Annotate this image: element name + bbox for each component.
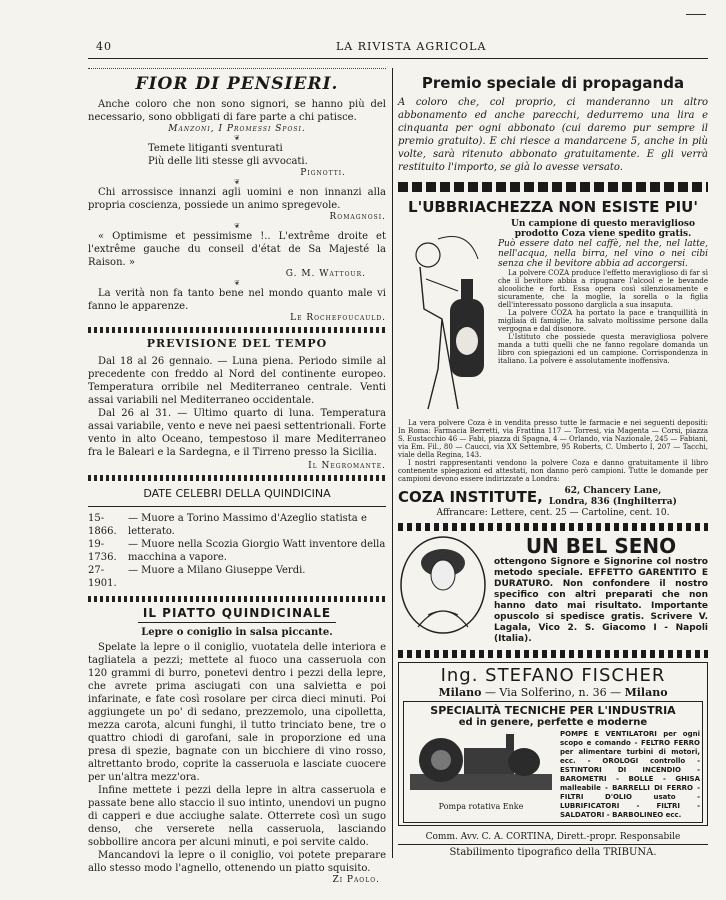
fior-quote-5: La verità non fa tanto bene nel mondo quanto male vi fanno le apparenze. [88,288,386,312]
fischer-title: Ing. STEFANO FISCHER [440,665,666,686]
fischer-spec-1: SPECIALITÀ TECNICHE PER L'INDUSTRIA [430,704,676,717]
piatto-p3: Mancandovi la lepre o il coniglio, voi potete preparare allo stesso modo l'agnello, ottenendo un piatto squisito. [88,850,386,874]
seno-title: UN BEL SENO [525,534,677,558]
coza-p4: La vera polvere Coza è in vendita presso tutte le farmacie e nei seguenti depositi: In Roma: Farmacia Berretti, via Frattina 117 — Torresi, via Magenta — Corsi, piazza S. Eustacchio 46 — Fabi, piazza di Spagna, 4 — Orlando, via Nazionale, 245 — Fabiani, via Em. Fil., 80 — Caucci, via XX Settembre, 95 Roberts, C. Umberto I, 207 — Tacchi, viale della Regina, 143. [398,419,708,459]
responsible-line: Comm. Avv. C. A. CORTINA, Dirett.-propr. Responsabile [398,832,708,845]
dotted-rule [88,68,386,72]
seno-ad [398,535,708,645]
event-text: — Muore a Milano Giuseppe Verdi. [128,565,306,576]
piatto-underline [138,622,336,623]
fior-quote-2a: Temete litiganti sventurati [148,143,283,154]
rotary-pump-illustration [406,730,556,802]
piatto-signature: Zi Paolo. [332,875,380,885]
coza-body [398,219,708,419]
date-title: DATE CELEBRI DELLA QUINDICINA [143,487,331,500]
fior-title: FIOR DI PENSIERI. [135,74,339,94]
ornament: ❦ [234,134,240,142]
coza-italic: Può essere dato nel caffè, nel the, nel latte, nell'acqua, nella birra, nel vino o nei cibi senza che il bevitore abbia ad accorgersi. [498,239,708,269]
seno-illustration [398,535,488,645]
header-rule [88,58,708,59]
event-text: — Muore nella Scozia Giorgio Watt inventore della macchina a vapore. [128,539,386,563]
previsione-title: PREVISIONE DEL TEMPO [146,337,328,350]
journal-title: LA RIVISTA AGRICOLA [336,40,487,53]
previsione-p1: Dal 18 al 26 gennaio. — Luna piena. Periodo simile al precedente con freddo al Nord del continente europeo. Temperatura orribile nel Mediterraneo centrale. Venti assai variabili nel Mediterraneo occidentale. [88,356,386,406]
coza-institute: COZA INSTITUTE, [398,488,543,506]
fior-quote-3: Chi arrossisce innanzi agli uomini e non innanzi alla propria coscienza, possiede un animo spregevole. [88,187,386,211]
column-divider [392,68,393,858]
ornament: ❦ [234,222,240,230]
wavy-rule [88,596,386,602]
coza-address [549,486,677,508]
piatto-p2: Infine mettete i pezzi della lepre in altra casseruola e passate bene allo staccio il suo intinto, unendovi un pugno di capperi e due acciughe salate. Otterrete così un sugo denso, che verserete nella casseruola, lasciando sobbollire ancora per alcuni minuti, e poi servite caldo. [88,785,386,848]
coza-address-row [398,486,708,508]
coza-title: L'UBBRIACHEZZA NON ESISTE PIU' [408,198,698,216]
left-column [88,68,386,885]
fior-attr-3: Romagnosi. [329,212,386,222]
ornament: ❦ [234,279,240,287]
date-event [88,512,386,538]
fior-quote-1: Anche coloro che non sono signori, se hanno più del necessario, sono obbligati di fare parte a chi patisce. [88,99,386,123]
piatto-title: IL PIATTO QUINDICINALE [142,606,332,620]
coza-text [498,219,708,419]
striped-rule [398,523,708,531]
previsione-signature: Il Negromante. [308,461,386,471]
striped-rule [398,182,708,192]
fischer-street: — Via Solferino, n. 36 — [484,686,622,699]
fior-attr-5: Le Rochefoucauld. [290,313,386,323]
coza-address-1: 62, Chancery Lane, [564,486,662,496]
right-column [398,68,708,858]
premio-title: Premio speciale di propaganda [421,74,685,92]
fischer-inner-box [403,701,703,823]
date-underline [88,506,386,507]
fischer-body [406,730,700,820]
coza-p5: I nostri rappresentanti vendono la polvere Coza e danno gratuitamente il libro contenente spiegazioni ed attestati, non danno però campioni. Tutte le domande per campioni devono essere indirizzate a Londra: [398,459,708,483]
date-list [88,512,386,590]
drunkard-bottle-illustration [398,219,494,419]
corner-mark [686,14,706,15]
printer-line: Stabilimento tipografico della TRIBUNA. [449,847,657,858]
coza-p2: La polvere COZA ha portato la pace e tranquillità in migliaia di famiglie, ha salvato moltissime persone dalla vergogna e dal disonore. [498,309,708,333]
striped-rule [398,650,708,658]
coza-lead: Un campione di questo meraviglioso prodotto Coza viene spedito gratis. [511,219,695,239]
fischer-ad [398,662,708,826]
ornament: ❦ [234,178,240,186]
fior-quote-2b: Più delle liti stesse gli avvocati. [148,156,308,167]
coza-illustration [398,219,494,419]
wavy-rule [88,327,386,333]
fior-quote-4: « Optimisme et pessimisme !.. L'extrême droite et l'extrême gauche du conseil d'état de Sa Majesté la Raison. » [88,231,386,268]
fior-attr-1: Manzoni, I Promessi Sposi. [168,124,306,134]
coza-p1: La polvere COZA produce l'effetto meraviglioso di far sì che il bevitore abbia a ripugnare l'alcool e le bevande alcooliche e forti. Essa opera così silenziosamente e sicuramente, che la moglie, la sorella o la figlia dell'interessato possono darglicla a sua insaputa. [498,269,708,309]
page-number: 40 [96,40,112,53]
fischer-spec-2: ed in genere, perfette e moderne [458,717,648,728]
fior-attr-4: G. M. Wattour. [285,269,366,279]
previsione-p2: Dal 26 al 31. — Ultimo quarto di luna. Temperatura assai variabile, vento e neve nei paesi settentrionali. Forte vento in alto Oceano, tempestoso il mare Mediterraneo fra le Baleari e la Sardegna, e il Tirreno presso la Sicilia. [88,408,386,458]
fischer-city-2: Milano [624,686,668,699]
coza-postage: Affrancare: Lettere, cent. 25 — Cartoline, cent. 10. [436,508,670,518]
event-date: 15-1866. [88,513,117,537]
fischer-city-1: Milano [438,686,482,699]
fischer-address [403,686,703,699]
event-date: 27-1901. [88,565,117,589]
seno-text: ottengono Signore e Signorine col nostro metodo speciale. EFFETTO GARENTITO E DURATURO. Non confondere il nostro specifico con altri preparati che non hanno dato mai risultato. Importante opuscolo si spedisce gratis. Scrivere V. Lagala, Vico 2. S. Giacomo I - Napoli (Italia). [494,557,708,644]
premio-text: A coloro che, col proprio, ci manderanno un altro abbonamento ed anche parecchi, dedurremo una lira e cinquanta per ogni abbonato (cui daremo pur sempre il premio gratuito). E chi riesce a mandarcene 5, anche in più volte, sarà ritenuto abbonato gratuitamente. E gli verrà restituito l'importo, se già lo avesse versato. [398,97,708,173]
event-date: 19-1736. [88,539,117,563]
seno-text-block [494,535,708,645]
piatto-p1: Spelate la lepre o il coniglio, vuotatela delle interiora e tagliatela a pezzi; mettete al fuoco una casseruola con 120 grammi di burro, ponetevi dentro i pezzi della lepre, che avrete prima asciugati con una salvietta e poi infarinate, e fate così rosolare per circa dieci minuti. Poi aggiungete un po' di sedano, prezzemolo, una cipolletta, mezza carota, alcuni funghi, il tutto trinciato bene, tre o quattro chiodi di garofani, sale in proporzione ed una presa di spezie, bagnate con un bicchiere di vino rosso, altrettanto brodo, coprite la casseruola e lasciate cuocere per un'altra mezz'ora. [88,642,386,783]
fischer-products: POMPE E VENTILATORI per ogni scopo e comando - FELTRO FERRO per alimentare turbini di motori, ecc. - OROLOGI controllo - ESTINTORI DI INCENDIO - BAROMETRI - BOLLE - GHISA malleabile - BARRELLI DI FERRO - FILTRI D'OLIO usato - LUBRIFICATORI - FILTRI - SALDATORI - BARBOLINEO ecc. [560,730,700,819]
coza-p3: L'Istituto che possiede questa meravigliosa polvere manda a tutti quelli che ne fanno regolare domanda un libro con spiegazioni ed un campione. Corrispondenza in italiano. La polvere è assolutamente inoffensiva. [498,333,708,365]
coza-address-2: Londra, 836 (Inghilterra) [548,497,677,507]
event-text: — Muore a Torino Massimo d'Azeglio statista e letterato. [128,513,367,537]
pump-caption: Pompa rotativa Enke [438,802,524,811]
woman-portrait-illustration [398,535,488,635]
piatto-subtitle: Lepre o coniglio in salsa piccante. [141,627,333,638]
date-event [88,538,386,564]
wavy-rule [88,475,386,481]
date-event [88,564,386,590]
fior-attr-2: Pignotti. [300,168,346,178]
pump-illustration [406,730,556,820]
